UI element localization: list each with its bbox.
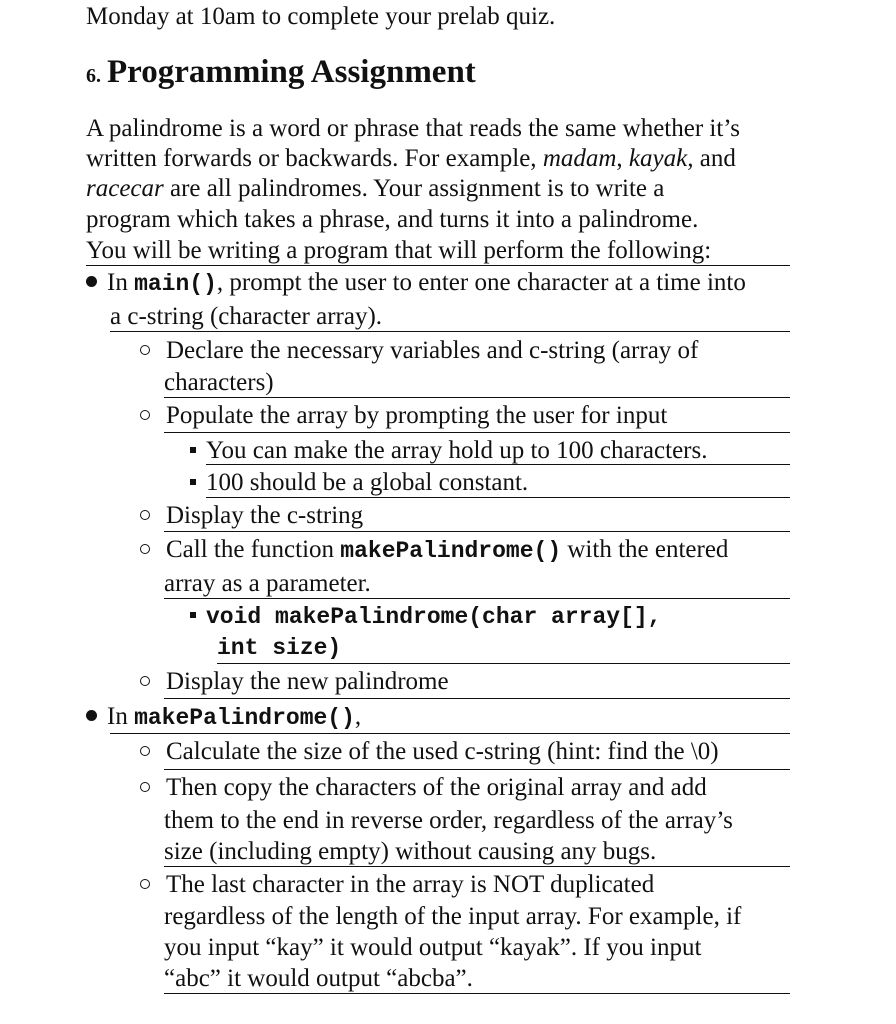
- sub-item-last-char: [140, 870, 654, 900]
- function-signature: [190, 601, 661, 632]
- square-item-2: [190, 468, 528, 498]
- sub-item-declare-text: Declare the necessary variables and c-string (array of: [166, 337, 699, 364]
- underline-rule: [164, 397, 790, 398]
- main-bullet-text: , prompt the user to enter one character at a time into: [216, 269, 746, 296]
- top-line-text: Monday at 10am to complete your prelab quiz.: [86, 3, 556, 30]
- sub-item-populate: [140, 401, 667, 431]
- sub-item-copy-text: Then copy the characters of the original array and add: [166, 774, 707, 801]
- square-bullet-icon: [190, 612, 196, 618]
- example-racecar: racecar: [86, 175, 164, 202]
- section-title: Programming Assignment: [107, 54, 476, 90]
- circle-bullet-icon: [140, 510, 150, 520]
- signature-line-1: void makePalindrome(char array[],: [206, 604, 662, 630]
- example-kayak: kayak,: [628, 145, 694, 172]
- circle-bullet-icon: [140, 879, 150, 889]
- sub-item-declare: [140, 336, 698, 366]
- square-item-2-text: 100 should be a global constant.: [206, 469, 529, 496]
- circle-bullet-icon: [140, 544, 150, 554]
- circle-bullet-icon: [140, 782, 150, 792]
- sub-item-display-new: [140, 667, 449, 697]
- main-bullet-prefix: In: [107, 269, 128, 296]
- square-bullet-icon: [190, 479, 196, 485]
- square-item-1-text: You can make the array hold up to 100 characters.: [206, 437, 708, 464]
- sub-item-last-char-line-3: you input “kay” it would output “kayak”. If you input: [164, 934, 702, 961]
- intro-line-5: You will be writing a program that will perform the following:: [86, 237, 712, 264]
- underline-rule: [206, 464, 790, 465]
- sub-item-display-text: Display the c-string: [166, 502, 364, 529]
- sub-item-calculate: [140, 737, 719, 767]
- underline-rule: [164, 598, 790, 599]
- example-madam: madam: [542, 145, 617, 172]
- bullet-dot-icon: [86, 710, 97, 721]
- signature-line-2: int size): [217, 635, 342, 661]
- underline-rule: [164, 432, 790, 433]
- sub-item-populate-text: Populate the array by prompting the user for input: [166, 402, 668, 429]
- sub-item-last-char-line-4: “abc” it would output “abcba”.: [164, 965, 473, 992]
- sub-item-call-text: with the entered: [567, 536, 729, 563]
- bullet-dot-icon: [86, 276, 97, 287]
- sub-item-declare-cont: characters): [164, 369, 274, 396]
- circle-bullet-icon: [140, 345, 150, 355]
- intro-line-3: [86, 174, 664, 204]
- circle-bullet-icon: [140, 676, 150, 686]
- circle-bullet-icon: [140, 746, 150, 756]
- underline-rule: [86, 265, 790, 266]
- section-heading: [86, 54, 476, 91]
- intro-line-2: [86, 144, 736, 174]
- underline-rule: [164, 993, 790, 994]
- underline-rule: [217, 663, 790, 664]
- square-bullet-icon: [190, 447, 196, 453]
- second-bullet-prefix: In: [107, 703, 128, 730]
- main-bullet-cont: a c-string (character array).: [110, 303, 383, 330]
- intro-line-2-text: written forwards or backwards. For example,: [86, 145, 537, 172]
- sub-item-call-cont: array as a parameter.: [164, 570, 371, 597]
- underline-rule: [110, 331, 790, 332]
- code-makepalindrome: makePalindrome(): [134, 705, 355, 731]
- underline-rule: [164, 698, 790, 699]
- underline-rule: [164, 531, 790, 532]
- underline-rule: [110, 733, 790, 734]
- code-makepalindrome: makePalindrome(): [340, 538, 562, 564]
- main-bullet: [86, 268, 746, 299]
- section-number: 6.: [86, 65, 101, 87]
- sub-item-last-char-text: The last character in the array is NOT duplicated: [166, 871, 655, 898]
- underline-rule: [164, 866, 790, 867]
- sub-item-display: [140, 501, 363, 531]
- code-main: main(): [134, 271, 217, 297]
- sub-item-last-char-line-2: regardless of the length of the input array. For example, if: [164, 903, 742, 930]
- second-bullet-comma: ,: [354, 703, 362, 730]
- intro-line-1: A palindrome is a word or phrase that reads the same whether it’s: [86, 115, 740, 142]
- sub-item-display-new-text: Display the new palindrome: [166, 668, 449, 695]
- intro-comma: ,: [616, 145, 623, 172]
- intro-and: and: [699, 145, 736, 172]
- intro-line-4: program which takes a phrase, and turns it into a palindrome.: [86, 206, 699, 233]
- sub-item-call-prefix: Call the function: [166, 536, 335, 563]
- sub-item-calculate-text: Calculate the size of the used c-string (hint: find the \0): [166, 738, 719, 765]
- sub-item-copy: [140, 773, 707, 803]
- sub-item-copy-line-3: size (including empty) without causing any bugs.: [164, 838, 657, 865]
- square-item-1: [190, 436, 707, 466]
- circle-bullet-icon: [140, 410, 150, 420]
- second-bullet: [86, 702, 361, 733]
- underline-rule: [164, 769, 790, 770]
- sub-item-call: [140, 535, 728, 566]
- underline-rule: [206, 497, 790, 498]
- intro-line-3-text: are all palindromes. Your assignment is to write a: [170, 175, 665, 202]
- sub-item-copy-line-2: them to the end in reverse order, regardless of the array’s: [164, 807, 733, 834]
